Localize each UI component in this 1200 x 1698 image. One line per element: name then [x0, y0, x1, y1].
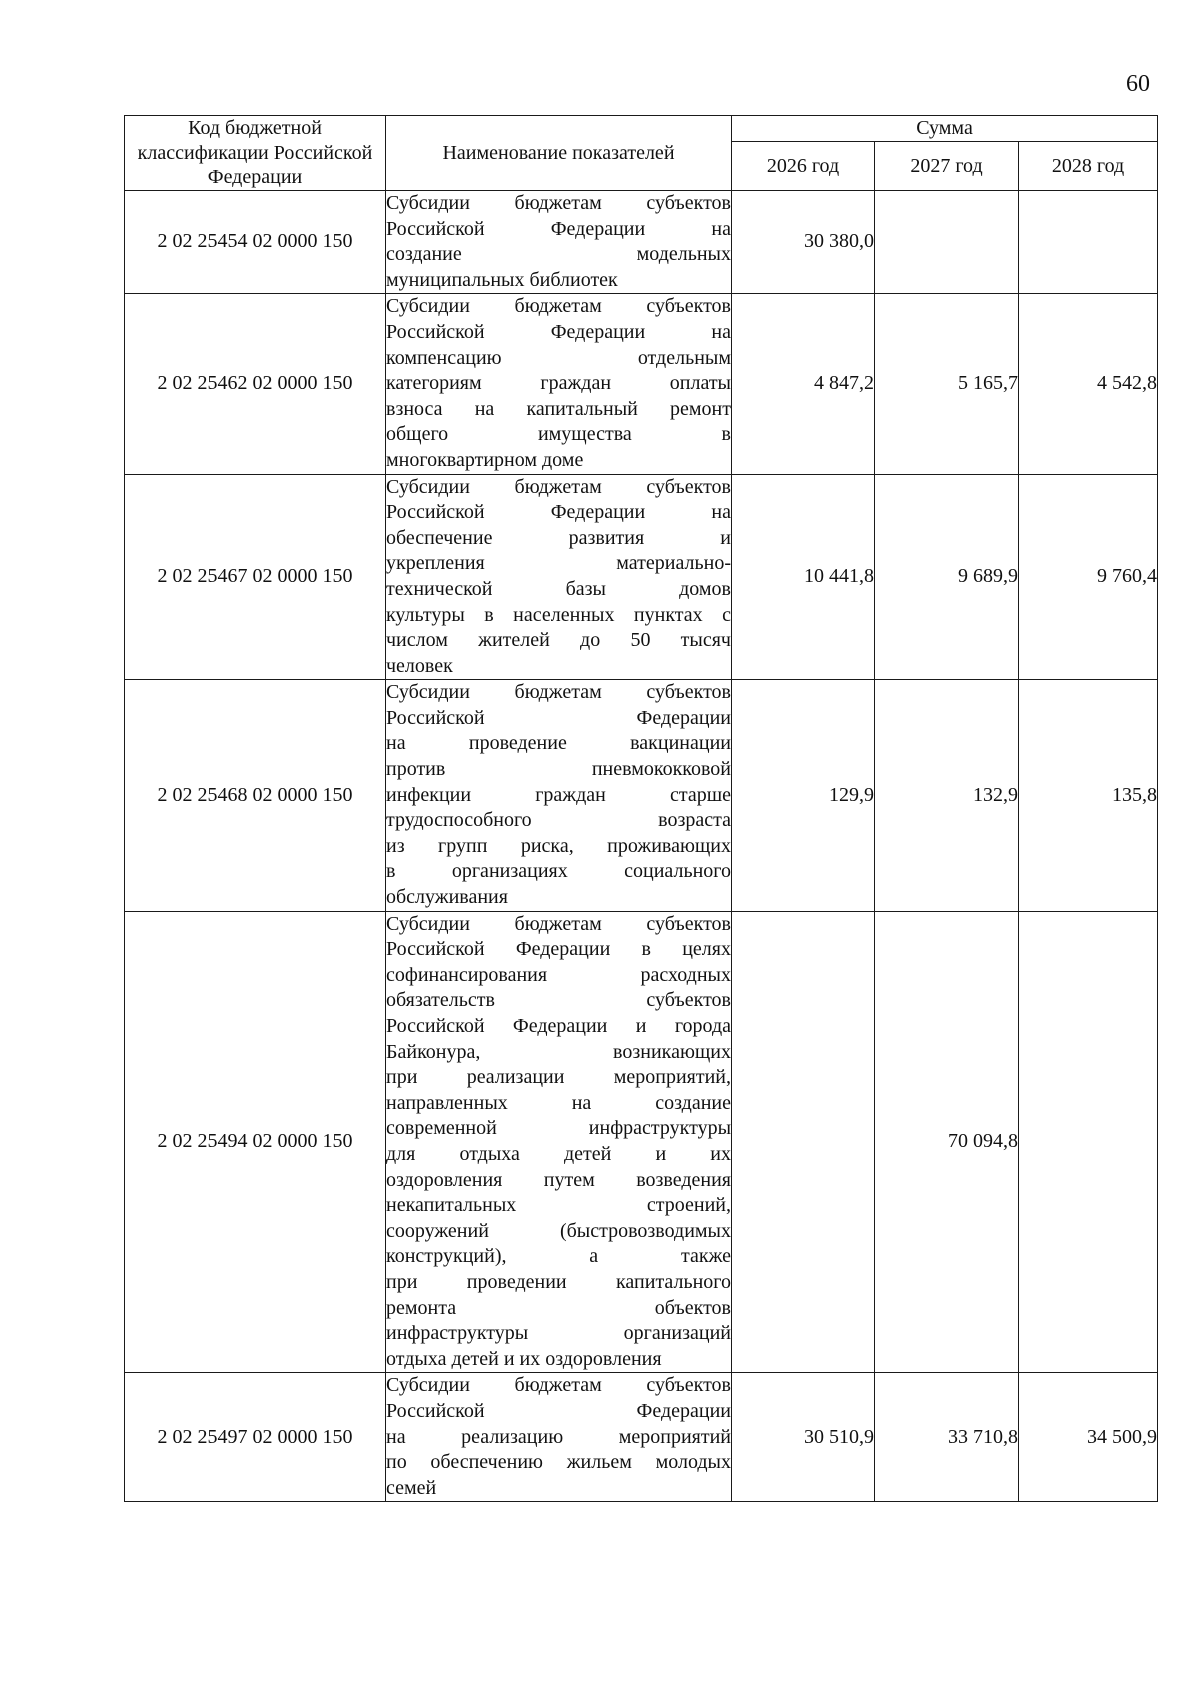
indicator-name-line: числом жителей до 50 тысяч — [386, 629, 731, 652]
indicator-name-line: при реализации мероприятий, — [386, 1066, 731, 1089]
budget-code-cell: 2 02 25462 02 0000 150 — [125, 294, 386, 474]
indicator-name-cell — [386, 474, 732, 680]
header-code-column: Код бюджетной классификации Российской Федерации — [125, 116, 386, 191]
indicator-name-line: инфраструктуры организаций — [386, 1322, 731, 1345]
table-row — [125, 191, 1158, 294]
indicator-name-line: софинансирования расходных — [386, 963, 731, 986]
indicator-name-line: в организациях социального — [386, 860, 731, 883]
indicator-name-line: оздоровления путем возведения — [386, 1168, 731, 1191]
indicator-name-line: технической базы домов — [386, 577, 731, 600]
indicator-name-line: многоквартирном доме — [386, 448, 584, 471]
indicator-name-cell — [386, 294, 732, 474]
indicator-name-line: Российской Федерации — [386, 706, 731, 729]
indicator-name-line: ремонта объектов — [386, 1296, 731, 1319]
indicator-name-line: конструкций), а также — [386, 1245, 731, 1268]
indicator-name-cell — [386, 191, 732, 294]
indicator-name-line: на проведение вакцинации — [386, 732, 731, 755]
indicator-name-line: категориям граждан оплаты — [386, 372, 731, 395]
budget-code-cell: 2 02 25467 02 0000 150 — [125, 474, 386, 680]
indicator-name-line: семей — [386, 1476, 437, 1499]
table-body — [125, 191, 1158, 1502]
amount-2026-cell: 30 380,0 — [732, 191, 875, 294]
indicator-name-line: современной инфраструктуры — [386, 1117, 731, 1140]
amount-2028-cell — [1019, 191, 1158, 294]
indicator-name-line: по обеспечению жильем молодых — [386, 1451, 731, 1474]
amount-2026-cell: 4 847,2 — [732, 294, 875, 474]
indicator-name-line: Российской Федерации и города — [386, 1015, 731, 1037]
indicator-name-line: культуры в населенных пунктах с — [386, 603, 731, 626]
indicator-name-line: компенсацию отдельным — [386, 346, 731, 369]
indicator-name-line: трудоспособного возраста — [386, 809, 731, 832]
indicator-name-line: Российской Федерации на — [386, 217, 731, 240]
budget-table — [124, 115, 1158, 1502]
amount-2027-cell: 70 094,8 — [875, 911, 1019, 1373]
indicator-name-line: муниципальных библиотек — [386, 268, 618, 291]
indicator-name-line: Российской Федерации в целях — [386, 938, 731, 961]
indicator-name-line: Российской Федерации на — [386, 501, 731, 524]
indicator-name-line: для отдыха детей и их — [386, 1142, 731, 1165]
indicator-name-line: общего имущества в — [386, 423, 731, 446]
indicator-name-line: некапитальных строений, — [386, 1194, 731, 1217]
indicator-name-line: отдыха детей и их оздоровления — [386, 1347, 662, 1370]
amount-2026-cell — [732, 911, 875, 1373]
indicator-name-line: Субсидии бюджетам субъектов — [386, 475, 731, 498]
table-header — [125, 116, 1158, 191]
amount-2026-cell: 129,9 — [732, 680, 875, 911]
indicator-name-line: взноса на капитальный ремонт — [386, 397, 731, 420]
table-row — [125, 294, 1158, 474]
header-year-2026: 2026 год — [732, 142, 875, 191]
indicator-name-line: на реализацию мероприятий — [386, 1425, 731, 1448]
table-row — [125, 474, 1158, 680]
indicator-name-cell — [386, 1373, 732, 1502]
indicator-name-line: человек — [386, 654, 453, 677]
amount-2028-cell — [1019, 911, 1158, 1373]
indicator-name-line: обеспечение развития и — [386, 526, 731, 549]
amount-2027-cell: 9 689,9 — [875, 474, 1019, 680]
indicator-name-line: обслуживания — [386, 886, 508, 909]
budget-code-cell: 2 02 25494 02 0000 150 — [125, 911, 386, 1373]
amount-2028-cell: 135,8 — [1019, 680, 1158, 911]
indicator-name-line: инфекции граждан старше — [386, 783, 731, 806]
indicator-name-line: из групп риска, проживающих — [386, 834, 731, 857]
header-sum-column: Сумма — [732, 116, 1158, 142]
indicator-name-line: укрепления материально- — [386, 552, 731, 575]
amount-2028-cell: 4 542,8 — [1019, 294, 1158, 474]
indicator-name-line: создание модельных — [386, 243, 731, 266]
indicator-name-line: направленных на создание — [386, 1091, 731, 1114]
header-name-column: Наименование показателей — [386, 116, 732, 191]
indicator-name-cell — [386, 680, 732, 911]
budget-code-cell: 2 02 25497 02 0000 150 — [125, 1373, 386, 1502]
page-number: 60 — [1126, 71, 1150, 97]
indicator-name-line: Субсидии бюджетам субъектов — [386, 295, 731, 318]
amount-2027-cell: 33 710,8 — [875, 1373, 1019, 1502]
amount-2027-cell — [875, 191, 1019, 294]
amount-2027-cell: 132,9 — [875, 680, 1019, 911]
amount-2028-cell: 34 500,9 — [1019, 1373, 1158, 1502]
indicator-name-line: при проведении капитального — [386, 1270, 731, 1293]
table-row — [125, 680, 1158, 911]
indicator-name-line: Российской Федерации — [386, 1399, 731, 1422]
indicator-name-line: сооружений (быстровозводимых — [386, 1219, 731, 1242]
indicator-name-line: обязательств субъектов — [386, 989, 731, 1012]
budget-code-cell: 2 02 25454 02 0000 150 — [125, 191, 386, 294]
indicator-name-line: против пневмококковой — [386, 758, 731, 781]
indicator-name-line: Байконура, возникающих — [386, 1040, 731, 1063]
indicator-name-line: Субсидии бюджетам субъектов — [386, 1374, 731, 1397]
indicator-name-cell — [386, 911, 732, 1373]
table-row — [125, 1373, 1158, 1502]
indicator-name-line: Субсидии бюджетам субъектов — [386, 912, 731, 935]
amount-2026-cell: 30 510,9 — [732, 1373, 875, 1502]
amount-2028-cell: 9 760,4 — [1019, 474, 1158, 680]
indicator-name-line: Субсидии бюджетам субъектов — [386, 681, 731, 704]
header-year-2027: 2027 год — [875, 142, 1019, 191]
amount-2027-cell: 5 165,7 — [875, 294, 1019, 474]
budget-code-cell: 2 02 25468 02 0000 150 — [125, 680, 386, 911]
amount-2026-cell: 10 441,8 — [732, 474, 875, 680]
indicator-name-line: Российской Федерации на — [386, 320, 731, 343]
table-row — [125, 911, 1158, 1373]
indicator-name-line: Субсидии бюджетам субъектов — [386, 192, 731, 214]
header-year-2028: 2028 год — [1019, 142, 1158, 191]
